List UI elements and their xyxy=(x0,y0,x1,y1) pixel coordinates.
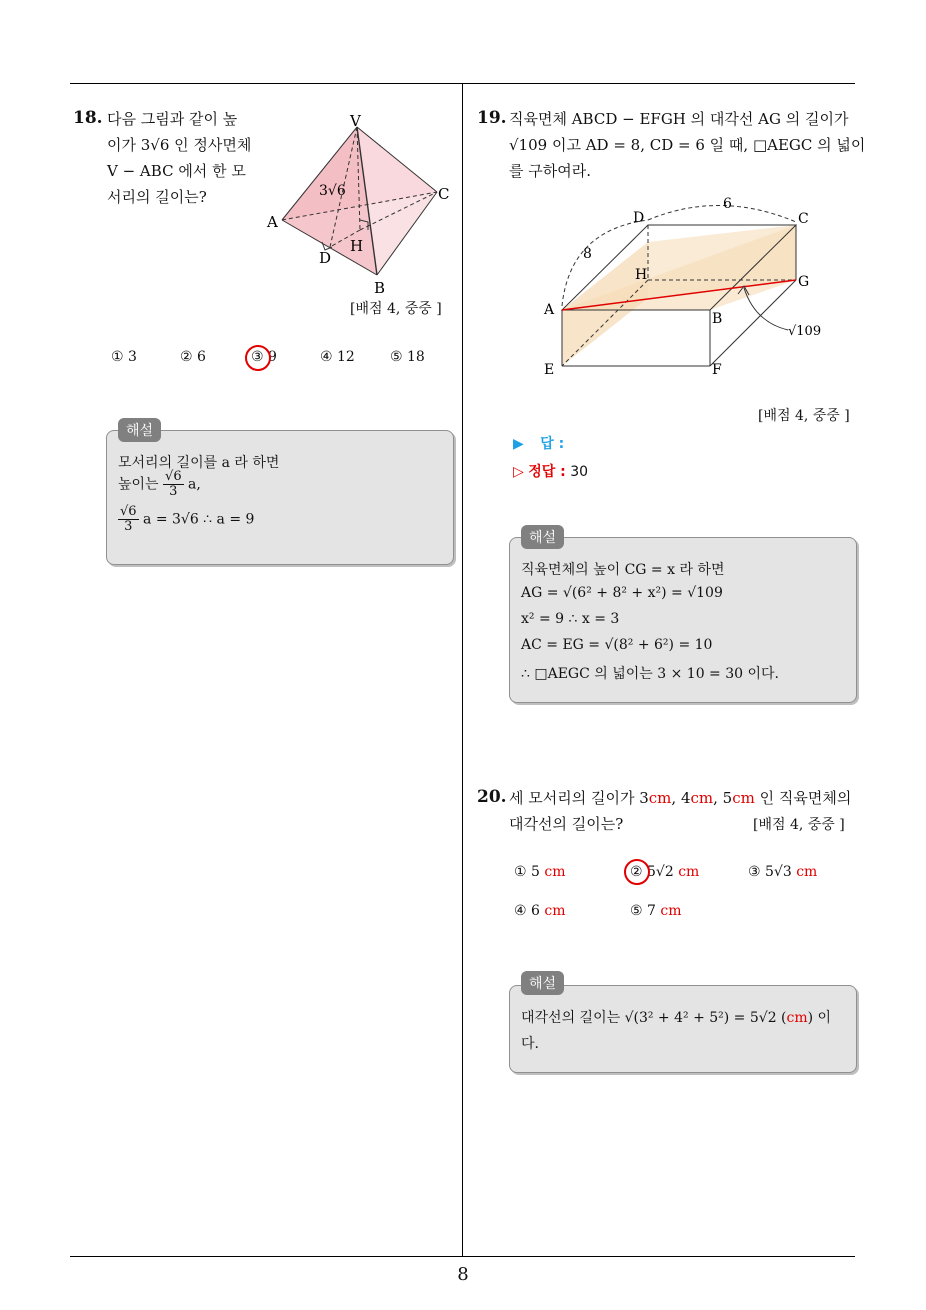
q18-solution-line-2 xyxy=(118,470,201,499)
q18-line-4: 서리의 길이는? xyxy=(107,188,207,206)
q18-line-2: 이가 3√6 인 정사면체 xyxy=(107,136,252,154)
label-b: B xyxy=(712,311,723,327)
q18-choice-1[interactable]: ① 3 xyxy=(111,349,137,365)
q19-correct-line xyxy=(513,461,588,481)
q19-correct-label: 정답 : xyxy=(528,464,566,480)
q20-line-2: 대각선의 길이는? xyxy=(509,815,624,833)
label-d: D xyxy=(633,210,645,226)
label-c: C xyxy=(798,211,809,227)
label-c: C xyxy=(438,185,450,203)
q20-score: [배점 4, 중중 ] xyxy=(753,817,845,833)
q20-choice-4[interactable]: ④ 6 cm xyxy=(514,903,566,919)
label-d: D xyxy=(319,249,332,267)
q20-solution-line-2: 다. xyxy=(521,1036,539,1052)
q20-line-1: 세 모서리의 길이가 3cm, 4cm, 5cm 인 직육면체의 xyxy=(509,789,852,807)
q19-number: 19. xyxy=(477,108,507,128)
q20-choice-1[interactable]: ① 5 cm xyxy=(514,864,566,880)
label-h: H xyxy=(635,267,648,283)
q20-number: 20. xyxy=(477,787,507,807)
q18-solution-height-label: 높이는 xyxy=(118,476,159,493)
q18-choice-2[interactable]: ② 6 xyxy=(180,349,206,365)
label-a: A xyxy=(267,213,278,231)
q18-solution-line-1: 모서리의 길이를 a 라 하면 xyxy=(118,455,280,471)
label-e: E xyxy=(544,362,555,378)
q18-solution-line-3 xyxy=(118,505,254,534)
q18-solution-fraction: $\frac{√6}{3}$ xyxy=(165,469,182,499)
q19-solution-line-2: AG = √(6² + 8² + x²) = √109 xyxy=(521,585,723,601)
q18-solution-height-suffix: a, xyxy=(188,476,201,493)
q18-choice-3[interactable]: ③ 9 xyxy=(251,349,277,365)
label-diagonal: √109 xyxy=(788,324,822,339)
answer-arrow-icon: ▶ xyxy=(513,436,524,452)
q20-solution-tag: 해설 xyxy=(521,971,564,995)
correct-arrow-icon: ▷ xyxy=(513,464,524,480)
q18-choice-4[interactable]: ④ 12 xyxy=(320,349,355,365)
label-a: A xyxy=(544,302,555,318)
q18-text xyxy=(107,106,251,210)
q20-answer-circle-mark xyxy=(624,859,650,885)
q19-line-3: 를 구하여라. xyxy=(509,162,591,180)
q18-solution-fraction-2: $\frac{√6}{3}$ xyxy=(120,504,137,534)
q20-choice-5[interactable]: ⑤ 7 cm xyxy=(630,903,682,919)
label-height: 3√6 xyxy=(319,183,346,199)
q18-line-1: 다음 그림과 같이 높 xyxy=(107,110,238,128)
q19-line-1: 직육면체 ABCD − EFGH 의 대각선 AG 의 길이가 xyxy=(509,110,849,128)
q19-line-2: √109 이고 AD = 8, CD = 6 일 때, □AEGC 의 넓이 xyxy=(509,136,866,154)
q18-answer-circle-mark xyxy=(245,345,271,371)
q20-solution-line-1: 대각선의 길이는 √(3² + 4² + 5²) = 5√2 (cm) 이 xyxy=(521,1010,832,1026)
q19-cuboid-figure xyxy=(530,190,830,385)
label-h: H xyxy=(350,237,364,255)
q18-solution-result: a = 3√6 ∴ a = 9 xyxy=(143,511,255,528)
label-v: V xyxy=(350,112,361,130)
label-b: B xyxy=(374,279,386,297)
column-divider xyxy=(462,84,463,1256)
q19-solution-tag: 해설 xyxy=(521,525,564,549)
q18-line-3: V − ABC 에서 한 모 xyxy=(107,162,246,180)
q19-score: [배점 4, 중중 ] xyxy=(758,408,850,424)
q19-solution-line-4: AC = EG = √(8² + 6²) = 10 xyxy=(521,637,713,653)
label-f: F xyxy=(712,362,722,378)
q18-number: 18. xyxy=(73,108,103,128)
q20-solution-box xyxy=(509,985,857,1073)
q18-score: [배점 4, 중중 ] xyxy=(350,301,442,317)
label-six: 6 xyxy=(723,196,732,212)
bottom-rule xyxy=(70,1256,855,1257)
q19-solution-line-1: 직육면체의 높이 CG = x 라 하면 xyxy=(521,562,725,578)
q19-text xyxy=(509,106,865,184)
q18-tetrahedron-figure xyxy=(262,110,462,300)
label-eight: 8 xyxy=(583,246,592,262)
q20-choice-2[interactable]: ② 5√2 cm xyxy=(630,864,700,880)
label-g: G xyxy=(798,274,810,290)
q19-answer-label: 답 : xyxy=(540,436,565,452)
q18-choice-5[interactable]: ⑤ 18 xyxy=(390,349,425,365)
q20-choice-3[interactable]: ③ 5√3 cm xyxy=(748,864,818,880)
q18-solution-tag: 해설 xyxy=(118,418,161,442)
q19-solution-line-3: x² = 9 ∴ x = 3 xyxy=(521,611,620,627)
page-number: 8 xyxy=(457,1264,469,1285)
q19-solution-line-5: ∴ □AEGC 의 넓이는 3 × 10 = 30 이다. xyxy=(521,666,780,682)
q19-answer-line xyxy=(513,433,564,453)
q19-correct-value: 30 xyxy=(570,464,589,480)
